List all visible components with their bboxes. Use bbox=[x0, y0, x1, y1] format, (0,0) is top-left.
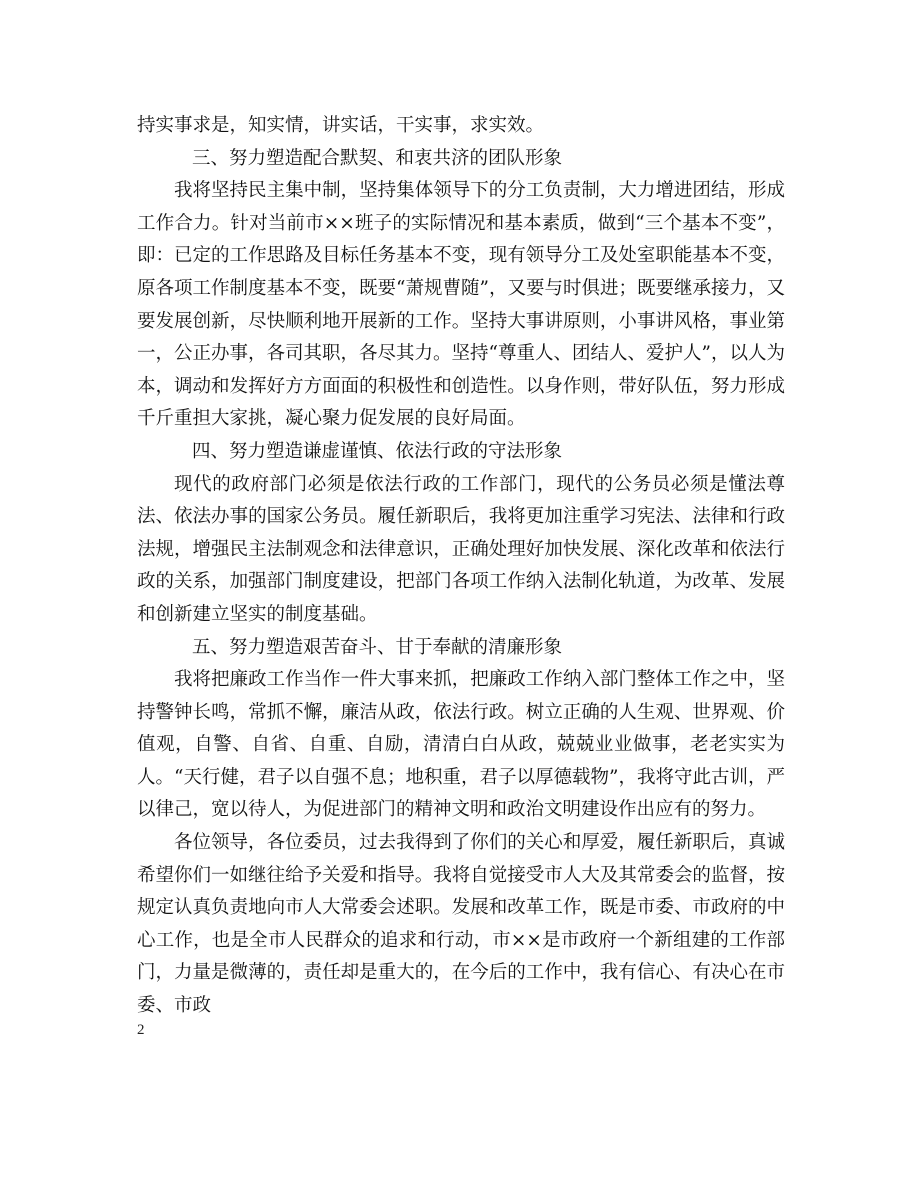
document-page bbox=[137, 110, 785, 1023]
body-paragraph: 我将把廉政工作当作一件大事来抓，把廉政工作纳入部门整体工作之中，坚持警钟长鸣，常抓不懈，廉洁从政，依法行政。树立正确的人生观、世界观、价值观，自警、自省、自重、自励，清清白白从政，兢兢业业做事，老老实实为人。“天行健，君子以自强不息；地积重，君子以厚德载物”，我将守此古训，严以律己，宽以待人，为促进部门的精神文明和政治文明建设作出应有的努力。 bbox=[137, 669, 785, 821]
section-heading-3: 三、努力塑造配合默契、和衷共济的团队形象 bbox=[192, 147, 563, 169]
body-paragraph: 各位领导，各位委员，过去我得到了你们的关心和厚爱，履任新职后，真诚希望你们一如继往给予关爱和指导。我将自觉接受市人大及其常委会的监督，按规定认真负责地向市人大常委会述职。发展和改革工作，既是市委、市政府的中心工作，也是全市人民群众的追求和行动，市××是市政府一个新组建的工作部门，力量是微薄的，责任却是重大的，在今后的工作中，我有信心、有决心在市委、市政 bbox=[137, 832, 785, 1017]
section-heading-4: 四、努力塑造谦虚谨慎、依法行政的守法形象 bbox=[192, 440, 563, 462]
section-heading-5: 五、努力塑造艰苦奋斗、甘于奉献的清廉形象 bbox=[192, 636, 563, 658]
page-number: 2 bbox=[137, 1022, 145, 1038]
continuation-paragraph: 持实事求是，知实情，讲实话，干实事，求实效。 bbox=[137, 115, 545, 136]
body-paragraph: 现代的政府部门必须是依法行政的工作部门，现代的公务员必须是懂法尊法、依法办事的国家公务员。履任新职后，我将更加注重学习宪法、法律和行政法规，增强民主法制观念和法律意识，正确处理好加快发展、深化改革和依法行政的关系，加强部门制度建设，把部门各项工作纳入法制化轨道，为改革、发展和创新建立坚实的制度基础。 bbox=[137, 473, 785, 625]
body-paragraph: 我将坚持民主集中制，坚持集体领导下的分工负责制，大力增进团结，形成工作合力。针对当前市××班子的实际情况和基本素质，做到“三个基本不变”，即：已定的工作思路及目标任务基本不变，现有领导分工及处室职能基本不变，原各项工作制度基本不变，既要“萧规曹随”，又要与时俱进；既要继承接力，又要发展创新，尽快顺利地开展新的工作。坚持大事讲原则，小事讲风格，事业第一，公正办事，各司其职，各尽其力。坚持“尊重人、团结人、爱护人”，以人为本，调动和发挥好方方面面的积极性和创造性。以身作则，带好队伍，努力形成千斤重担大家挑，凝心聚力促发展的良好局面。 bbox=[137, 180, 785, 430]
